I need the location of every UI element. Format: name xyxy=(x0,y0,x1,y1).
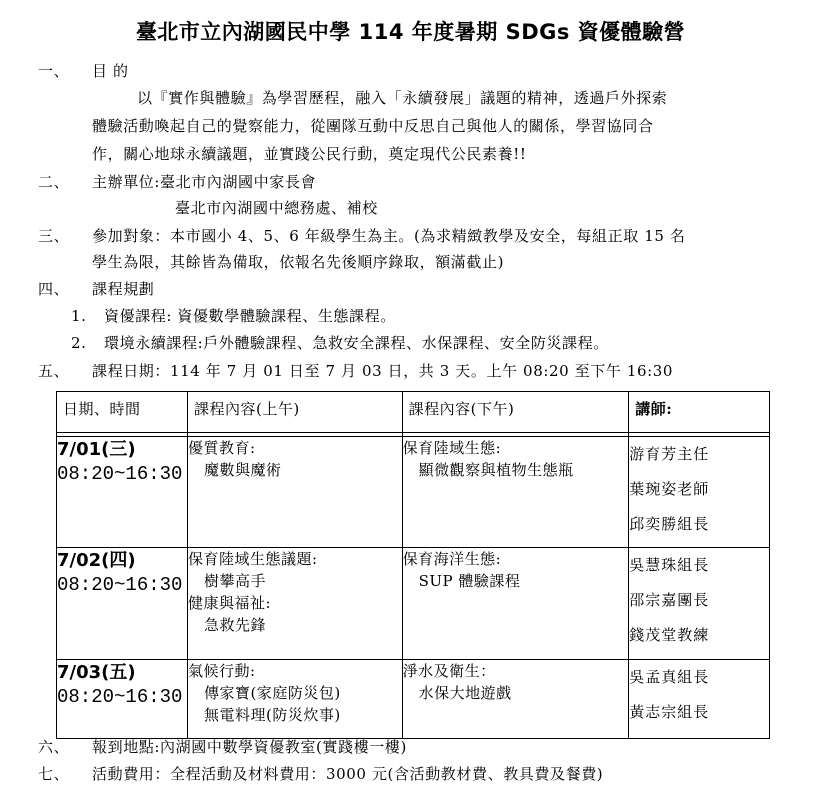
section-1-number: 一、 xyxy=(38,62,70,80)
section-6-number: 六、 xyxy=(38,738,70,756)
header-teacher: 講師: xyxy=(629,392,770,433)
teacher-name: 吳孟真組長 xyxy=(629,668,710,686)
section-5-number: 五、 xyxy=(38,362,70,380)
table-row xyxy=(57,437,770,548)
section-3-number: 三、 xyxy=(38,227,70,245)
page-title: 臺北市立內湖國民中學 114 年度暑期 SDGs 資優體驗營 xyxy=(135,20,686,44)
pm-line: 淨水及衛生： xyxy=(402,662,496,680)
am-cell xyxy=(187,548,402,660)
organizer-line-2: 臺北市內湖國中總務處、補校 xyxy=(175,199,378,217)
teacher-cell xyxy=(629,660,770,739)
curriculum-item-2-text: 環境永續課程:戶外體驗課程、急救安全課程、水保課程、安全防災課程。 xyxy=(104,334,609,352)
am-line: 急救先鋒 xyxy=(203,616,266,634)
pm-line: 保育海洋生態: xyxy=(402,550,502,568)
course-dates: 課程日期：114 年 7 月 01 日至 7 月 03 日，共 3 天。上午 08:20 至下午 16:30 xyxy=(92,362,674,380)
am-line: 無電料理(防災炊事) xyxy=(203,706,341,724)
am-line: 魔數與魔術 xyxy=(203,461,282,479)
pm-line: 水保大地遊戲 xyxy=(418,684,512,702)
teacher-name: 吳慧珠組長 xyxy=(629,556,710,574)
date-cell xyxy=(57,548,188,660)
row-time: 08:20~16:30 xyxy=(57,574,183,596)
section-2-number: 二、 xyxy=(38,173,70,191)
teacher-name: 黃志宗組長 xyxy=(629,703,710,721)
schedule-header-row xyxy=(57,392,770,433)
pm-cell xyxy=(402,437,629,548)
organizer-line-1: 主辦單位:臺北市內湖國中家長會 xyxy=(92,173,317,191)
row-date: 7/01(三) xyxy=(57,439,136,460)
header-am: 課程內容(上午) xyxy=(187,392,402,433)
participants-line-2: 學生為限，其餘皆為備取，依報名先後順序錄取，額滿截止) xyxy=(92,253,505,271)
section-1-heading: 目 的 xyxy=(92,62,129,80)
teacher-name: 邵宗嘉團長 xyxy=(629,591,710,609)
am-cell xyxy=(187,660,402,739)
curriculum-item-2-number: 2. xyxy=(71,334,87,352)
am-line: 樹攀高手 xyxy=(203,572,266,590)
purpose-line-1: 以『實作與體驗』為學習歷程，融入「永續發展」議題的精神，透過戶外探索 xyxy=(137,89,668,107)
date-cell xyxy=(57,660,188,739)
pm-line: 保育陸域生態: xyxy=(402,439,502,457)
header-date: 日期、時間 xyxy=(57,392,188,433)
pm-line: SUP 體驗課程 xyxy=(418,572,521,590)
teacher-name: 錢茂堂教練 xyxy=(629,626,710,644)
am-line: 傳家寶(家庭防災包) xyxy=(203,684,341,702)
schedule-table xyxy=(56,391,770,739)
am-line: 保育陸域生態議題: xyxy=(187,550,318,568)
purpose-line-2: 體驗活動喚起自己的覺察能力，從團隊互動中反思自己與他人的關係，學習協同合 xyxy=(92,117,654,135)
am-line: 優質教育: xyxy=(187,439,256,457)
curriculum-item-1-number: 1. xyxy=(71,307,87,325)
teacher-cell xyxy=(629,548,770,660)
teacher-name: 邱奕勝組長 xyxy=(629,515,710,533)
am-line: 氣候行動: xyxy=(187,662,256,680)
teacher-name: 葉琬姿老師 xyxy=(629,480,710,498)
row-date: 7/02(四) xyxy=(57,550,136,571)
check-in-location: 報到地點:內湖國中數學資優教室(實踐樓一樓) xyxy=(92,738,407,756)
row-time: 08:20~16:30 xyxy=(57,463,183,485)
table-row xyxy=(57,660,770,739)
pm-cell xyxy=(402,548,629,660)
am-line: 健康與福祉: xyxy=(187,594,272,612)
am-cell xyxy=(187,437,402,548)
teacher-cell xyxy=(629,437,770,548)
participants-line-1: 參加對象：本市國小 4、5、6 年級學生為主。(為求精緻教學及安全，每組正取 15 名 xyxy=(92,227,686,245)
teacher-name: 游育芳主任 xyxy=(629,445,710,463)
table-row xyxy=(57,548,770,660)
pm-line: 顯微觀察與植物生態瓶 xyxy=(418,461,574,479)
curriculum-item-1-text: 資優課程: 資優數學體驗課程、生態課程。 xyxy=(104,307,396,325)
header-pm: 課程內容(下午) xyxy=(402,392,629,433)
purpose-line-3: 作，關心地球永續議題，並實踐公民行動，奠定現代公民素養!! xyxy=(92,145,527,163)
section-4-number: 四、 xyxy=(38,280,70,298)
section-4-heading: 課程規劃 xyxy=(92,280,155,298)
section-7-number: 七、 xyxy=(38,765,70,783)
row-time: 08:20~16:30 xyxy=(57,686,183,708)
date-cell xyxy=(57,437,188,548)
activity-fee: 活動費用：全程活動及材料費用：3000 元(含活動教材費、教具費及餐費) xyxy=(92,765,604,783)
row-date: 7/03(五) xyxy=(57,662,136,683)
pm-cell xyxy=(402,660,629,739)
